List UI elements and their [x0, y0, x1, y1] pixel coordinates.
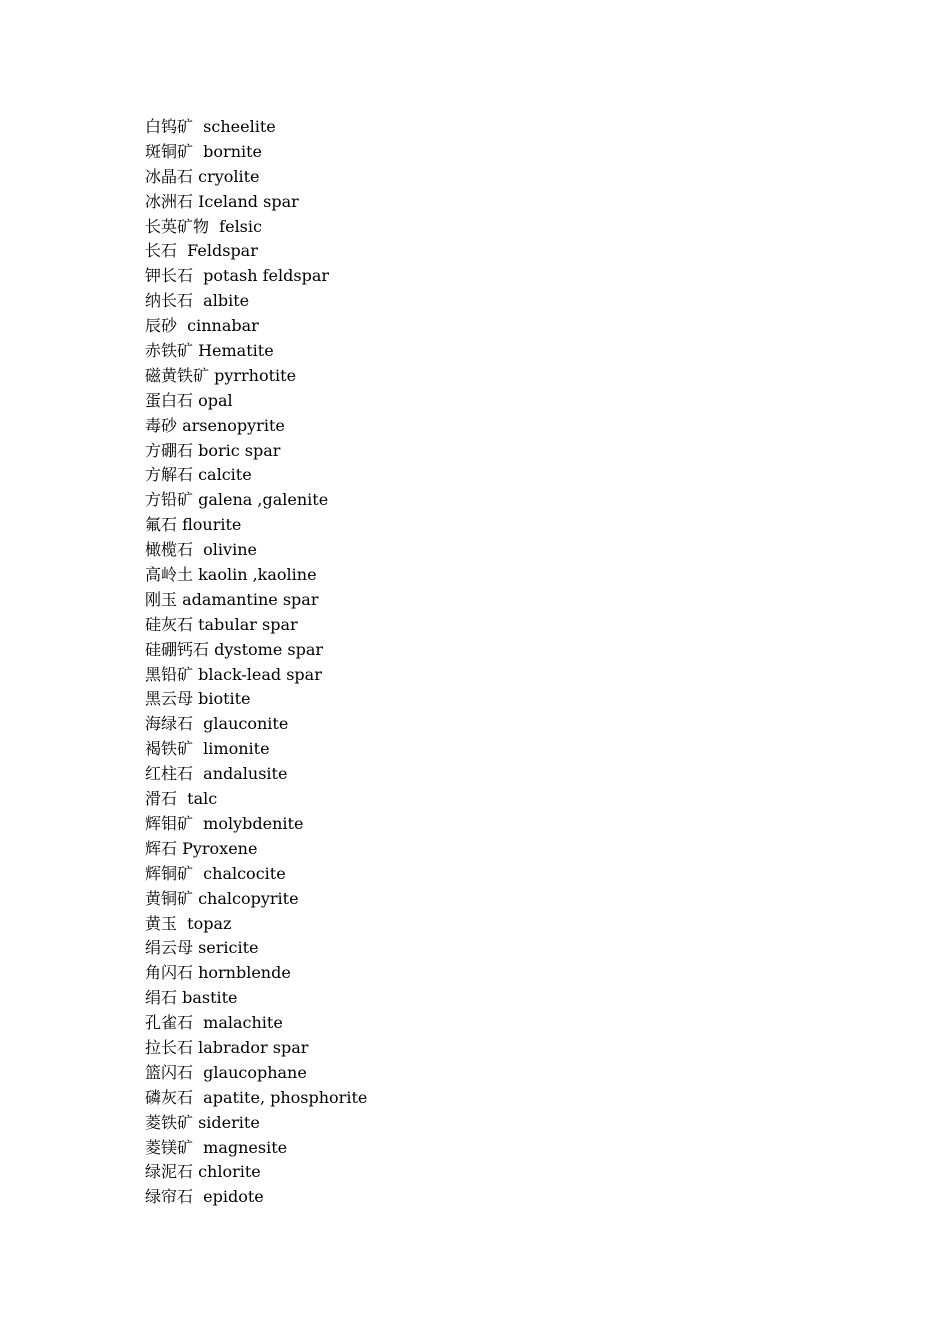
- list-item: 方铅矿 galena ,galenite: [145, 490, 329, 510]
- list-item: 磷灰石 apatite, phosphorite: [145, 1087, 368, 1107]
- list-item: 篮闪石 glaucophane: [145, 1062, 307, 1082]
- list-item: 红柱石 andalusite: [145, 764, 288, 784]
- list-item: 孔雀石 malachite: [145, 1013, 283, 1033]
- list-item: 黑铅矿 black-lead spar: [145, 664, 322, 684]
- list-item: 绢云母 sericite: [145, 938, 259, 958]
- list-item: 磁黄铁矿 pyrrhotite: [145, 365, 297, 385]
- list-item: 硅灰石 tabular spar: [145, 614, 298, 634]
- list-item: 氟石 flourite: [145, 515, 242, 535]
- list-item: 长石 Feldspar: [145, 241, 258, 261]
- list-item: 拉长石 labrador spar: [145, 1037, 309, 1057]
- list-item: 白钨矿 scheelite: [145, 117, 276, 136]
- list-item: 蛋白石 opal: [145, 390, 233, 410]
- list-item: 纳长石 albite: [145, 291, 250, 311]
- list-item: 斑铜矿 bornite: [145, 141, 263, 161]
- list-item: 硅硼钙石 dystome spar: [145, 639, 324, 659]
- list-item: 黑云母 biotite: [145, 689, 251, 709]
- list-item: 冰晶石 cryolite: [145, 166, 260, 186]
- list-item: 角闪石 hornblende: [145, 963, 291, 983]
- list-item: 辉石 Pyroxene: [145, 838, 258, 858]
- list-item: 长英矿物 felsic: [145, 216, 262, 236]
- list-item: 黄铜矿 chalcopyrite: [145, 888, 299, 908]
- list-item: 毒砂 arsenopyrite: [145, 415, 285, 435]
- list-item: 菱镁矿 magnesite: [145, 1137, 288, 1157]
- list-item: 绢石 bastite: [145, 988, 238, 1008]
- list-item: 海绿石 glauconite: [145, 714, 289, 734]
- list-item: 冰洲石 Iceland spar: [145, 191, 299, 211]
- list-item: 刚玉 adamantine spar: [145, 589, 319, 609]
- list-item: 绿泥石 chlorite: [145, 1162, 261, 1182]
- list-item: 方硼石 boric spar: [145, 440, 281, 460]
- list-item: 菱铁矿 siderite: [145, 1112, 260, 1132]
- list-item: 方解石 calcite: [145, 465, 252, 485]
- list-item: 钾长石 potash feldspar: [145, 266, 330, 286]
- list-item: 绿帘石 epidote: [145, 1187, 264, 1207]
- list-item: 橄榄石 olivine: [145, 540, 257, 560]
- mineral-term-list: [145, 115, 367, 1210]
- list-item: 辰砂 cinnabar: [145, 316, 259, 336]
- list-item: 滑石 talc: [145, 789, 218, 809]
- list-item: 高岭土 kaolin ,kaoline: [145, 565, 317, 585]
- list-item: 辉铜矿 chalcocite: [145, 863, 286, 883]
- list-item: 黄玉 topaz: [145, 913, 232, 933]
- list-item: 辉钼矿 molybdenite: [145, 813, 304, 833]
- list-item: 褐铁矿 limonite: [145, 739, 270, 759]
- list-item: 赤铁矿 Hematite: [145, 341, 274, 361]
